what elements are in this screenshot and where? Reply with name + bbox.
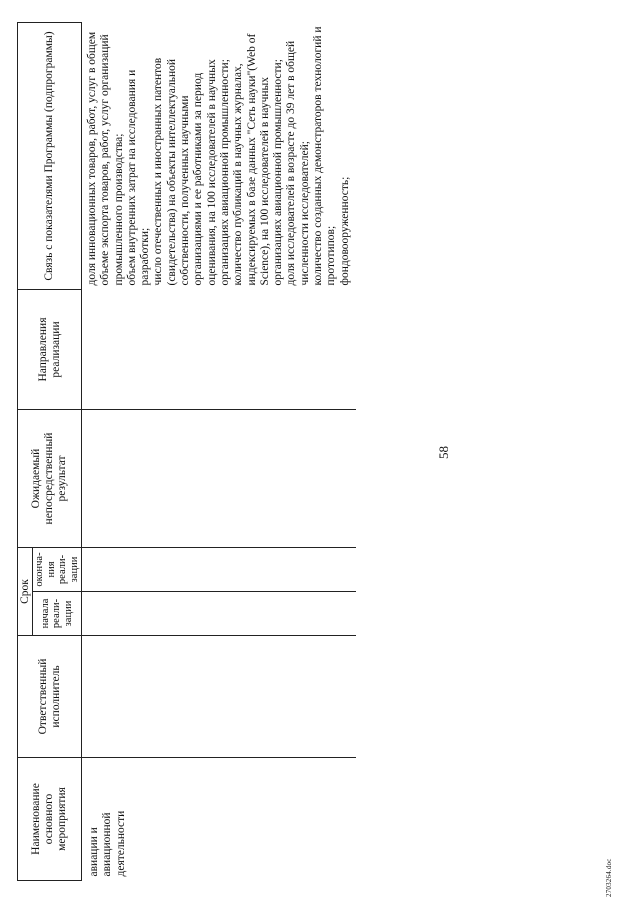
cell-indicators: [82, 23, 356, 290]
cell-name: авиации и авиационной деятельности: [88, 810, 127, 877]
cell-end: [82, 548, 356, 592]
page-number: 58: [436, 446, 451, 459]
header-result: Ожидаемый непосредственный результат: [18, 410, 82, 548]
header-directions: Направления реализации: [18, 290, 82, 410]
header-start: начала реали-зации: [33, 592, 82, 636]
header-executor: Ответственный исполнитель: [18, 636, 82, 758]
indicator-item: доля исследователей в возрасте до 39 лет в общей численности исследователей;: [285, 40, 311, 286]
indicator-item: доля инновационных товаров, работ, услуг в общем объеме экспорта товаров, работ, услуг организаций промышленного производства;: [86, 31, 125, 286]
indicator-item: объем внутренних затрат на исследования и разработки;: [125, 69, 152, 286]
header-link: Связь с показателями Программы (подпрограммы): [18, 23, 82, 290]
cell-directions: [82, 290, 356, 410]
header-end: оконча-ния реали-зации: [33, 548, 82, 592]
indicator-item: количество созданных демонстраторов технологий и прототипов;: [312, 26, 338, 286]
table-row: [82, 23, 356, 881]
program-table: [17, 22, 356, 881]
header-name: Наименование основного мероприятия: [18, 758, 82, 881]
indicator-item: количество публикаций в научных журналах, индексируемых в базе данных "Сеть науки"(Web of Science), на 100 исследователей в научных организациях авиационной промышленности;: [232, 33, 285, 286]
indicator-item: число отечественных и иностранных патентов (свидетельства) на объекты интеллектуальной собственности, полученных научными организациями и ее работниками за период оценивания, на 100 исследователей в научных организациях авиационной промышленности;: [152, 57, 231, 286]
cell-executor: [82, 636, 356, 758]
cell-start: [82, 592, 356, 636]
header-term: Срок: [18, 548, 33, 636]
document-id: 2703264.doc: [605, 858, 613, 897]
cell-result: [82, 410, 356, 548]
indicator-item: фондовооруженность;: [338, 176, 351, 286]
